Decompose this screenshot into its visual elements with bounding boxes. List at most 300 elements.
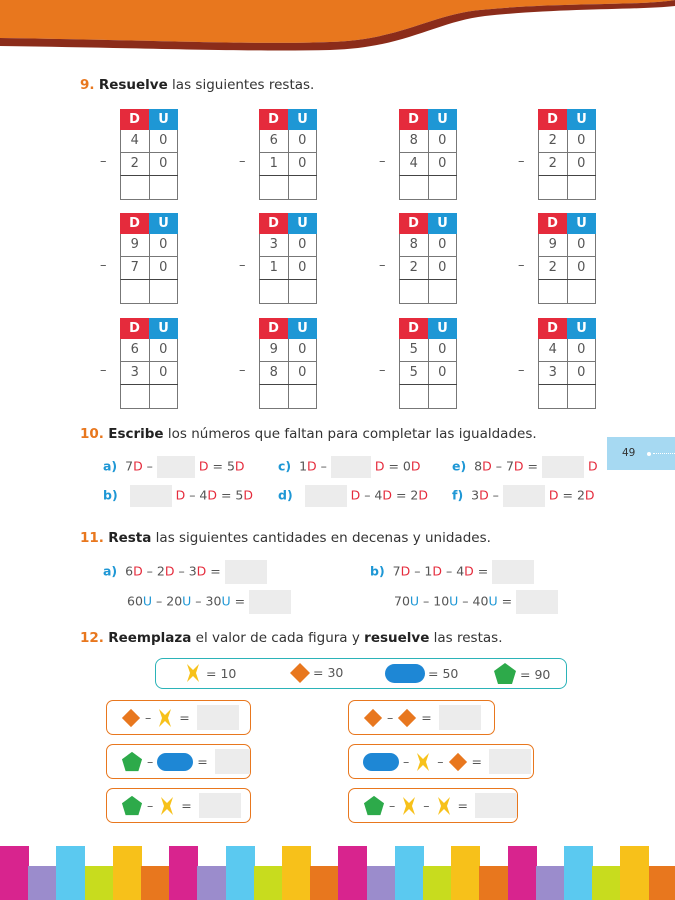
q10-f-unit3: D [584, 487, 595, 503]
answer-units[interactable] [150, 385, 179, 408]
subtraction-table [538, 213, 596, 304]
minus-sign: – [147, 798, 154, 813]
q10-b-label: b) [103, 487, 118, 503]
q10-e-unit3: D [587, 458, 598, 474]
q10-a [103, 456, 245, 478]
q12-legend [155, 658, 567, 689]
answer-blank[interactable] [475, 793, 517, 818]
q11-a2-eq: = [230, 593, 246, 609]
q11-b [370, 560, 534, 584]
tens-header: D [259, 109, 288, 130]
q10-e [452, 456, 598, 478]
bottom-tens: 1 [260, 153, 289, 175]
star-icon [413, 752, 433, 772]
answer-tens[interactable] [121, 176, 150, 199]
q10-e-blank[interactable] [542, 456, 584, 478]
top-banner [0, 0, 675, 55]
decorative-stripe [451, 846, 480, 900]
q11-verb: Resta [108, 530, 152, 546]
decorative-stripe [226, 846, 255, 900]
q11-a2-u1: U [142, 593, 153, 609]
q11-b-u1: D [400, 563, 411, 579]
q11-a2-m2: – [191, 593, 206, 609]
subtraction-table [120, 318, 178, 409]
tens-header: D [538, 318, 567, 339]
minus-sign: – [387, 710, 394, 725]
top-tens: 4 [121, 130, 150, 152]
units-header: U [428, 213, 457, 234]
subtraction-table [538, 109, 596, 200]
units-header: U [149, 318, 178, 339]
q10-text: los números que faltan para completar las igualdades. [163, 426, 537, 442]
decorative-stripe [423, 866, 452, 900]
units-header: U [288, 318, 317, 339]
units-header: U [567, 109, 596, 130]
q10-b [103, 485, 253, 507]
tens-header: D [120, 318, 149, 339]
answer-blank[interactable] [439, 705, 481, 730]
shape-subtraction [106, 788, 251, 823]
tens-header: D [120, 213, 149, 234]
units-header: U [149, 109, 178, 130]
bottom-tens: 2 [121, 153, 150, 175]
subtraction-table [120, 109, 178, 200]
minus-sign: – [239, 363, 246, 378]
bottom-tens: 7 [121, 257, 150, 279]
top-units: 0 [429, 339, 458, 361]
top-tens: 4 [539, 339, 568, 361]
q11-a-u1: D [133, 563, 143, 579]
answer-tens[interactable] [539, 280, 568, 303]
top-units: 0 [289, 234, 318, 256]
q11-a2-m1: – [152, 593, 167, 609]
q10-c-label: c) [278, 458, 292, 474]
equals-sign: = [471, 754, 482, 769]
shape-subtraction [106, 744, 251, 779]
star-icon [399, 796, 419, 816]
q10-a-label: a) [103, 458, 118, 474]
q11-b2-m1: – [419, 593, 434, 609]
q11-a2-u3: U [221, 593, 231, 609]
equals-sign: = [457, 798, 468, 813]
top-units: 0 [289, 339, 318, 361]
equals-sign: = [421, 710, 432, 725]
diamond-icon [448, 752, 468, 772]
legend-star-value: = 10 [206, 666, 237, 681]
pentagon-icon [121, 751, 143, 772]
star-icon [157, 796, 177, 816]
q10-c [278, 456, 421, 478]
top-units: 0 [150, 234, 179, 256]
decorative-stripe [56, 846, 85, 900]
q10-title [80, 426, 537, 442]
decorative-stripe [592, 866, 621, 900]
bottom-tens: 4 [400, 153, 429, 175]
minus-sign: – [403, 754, 410, 769]
minus-sign: – [100, 154, 107, 169]
units-header: U [567, 318, 596, 339]
q11-a-n1: 6 [125, 563, 134, 579]
q11-b-blank[interactable] [492, 560, 534, 584]
q11-title [80, 530, 491, 546]
q11-b2-n1: 70 [394, 593, 410, 609]
q10-number: 10. [80, 426, 104, 442]
top-units: 0 [289, 130, 318, 152]
answer-units[interactable] [568, 176, 597, 199]
answer-tens[interactable] [260, 385, 289, 408]
q10-c-blank[interactable] [331, 456, 371, 478]
q11-b2-u1: U [409, 593, 420, 609]
answer-blank[interactable] [199, 793, 241, 818]
diamond-icon [289, 662, 311, 684]
top-units: 0 [429, 130, 458, 152]
q9-verb: Resuelve [98, 77, 168, 93]
q11-b2-eq: = [497, 593, 513, 609]
q10-a-blank[interactable] [157, 456, 195, 478]
decorative-stripe [649, 866, 675, 900]
answer-tens[interactable] [121, 385, 150, 408]
equals-sign: = [181, 798, 192, 813]
decorative-stripe [395, 846, 424, 900]
answer-tens[interactable] [400, 176, 429, 199]
q11-a-u2: D [164, 563, 175, 579]
top-tens: 9 [121, 234, 150, 256]
decorative-stripe [0, 846, 29, 900]
decorative-stripe [310, 866, 339, 900]
q11-b-eq: = [473, 563, 489, 579]
decorative-stripe [479, 866, 508, 900]
top-units: 0 [568, 234, 597, 256]
minus-sign: – [423, 798, 430, 813]
minus-sign: – [239, 258, 246, 273]
q10-verb: Escribe [108, 426, 164, 442]
legend-pentagon-value: = 90 [520, 667, 551, 682]
units-header: U [428, 109, 457, 130]
answer-blank[interactable] [197, 705, 239, 730]
q10-e-unit2: D [513, 458, 524, 474]
answer-blank[interactable] [489, 749, 531, 774]
q11-a2-blank[interactable] [249, 590, 291, 614]
q11-b-m1: – [410, 563, 425, 579]
q11-a2-n1: 60 [127, 593, 143, 609]
top-tens: 6 [121, 339, 150, 361]
diamond-icon [397, 708, 417, 728]
bottom-units: 0 [568, 153, 597, 175]
tens-header: D [399, 318, 428, 339]
top-units: 0 [429, 234, 458, 256]
top-tens: 3 [260, 234, 289, 256]
minus-sign: – [379, 258, 386, 273]
minus-sign: – [518, 363, 525, 378]
diamond-icon [363, 708, 383, 728]
q11-b-u3: D [464, 563, 474, 579]
tens-header: D [120, 109, 149, 130]
subtraction-table [538, 318, 596, 409]
oval-icon [157, 753, 193, 771]
bottom-tens: 2 [539, 257, 568, 279]
q11-a-u3: D [196, 563, 207, 579]
units-header: U [288, 213, 317, 234]
bottom-tens: 8 [260, 362, 289, 384]
q10-d-unit1: D [350, 487, 361, 503]
shape-subtraction [348, 788, 518, 823]
units-header: U [149, 213, 178, 234]
top-tens: 2 [539, 130, 568, 152]
q10-d [278, 485, 428, 507]
minus-sign: – [100, 363, 107, 378]
answer-units[interactable] [289, 280, 318, 303]
q12-verb1: Reemplaza [108, 630, 192, 646]
top-tens: 8 [400, 130, 429, 152]
top-tens: 9 [539, 234, 568, 256]
q11-b-n1: 7 [392, 563, 401, 579]
q10-f-term1: 3 [471, 487, 480, 503]
bottom-tens: 1 [260, 257, 289, 279]
q10-a-minus: – [142, 458, 157, 474]
page-tab-line [653, 453, 675, 454]
top-tens: 6 [260, 130, 289, 152]
q12-verb2: resuelve [364, 630, 430, 646]
q10-d-unit2: D [382, 487, 393, 503]
q10-d-unit3: D [418, 487, 429, 503]
q10-b-blank[interactable] [130, 485, 172, 507]
units-header: U [428, 318, 457, 339]
page-number: 49 [622, 447, 636, 459]
q10-f-unit2: D [548, 487, 559, 503]
answer-units[interactable] [289, 385, 318, 408]
q11-b-u2: D [432, 563, 443, 579]
shape-subtraction [348, 744, 534, 779]
q12-number: 12. [80, 630, 104, 646]
q10-c-minus: – [316, 458, 331, 474]
equals-sign: = [197, 754, 208, 769]
q10-b-unit2: D [207, 487, 218, 503]
answer-units[interactable] [568, 280, 597, 303]
answer-tens[interactable] [260, 280, 289, 303]
top-units: 0 [150, 339, 179, 361]
bottom-units: 0 [429, 153, 458, 175]
q9-number: 9. [80, 77, 95, 93]
pentagon-icon [493, 662, 517, 685]
oval-icon [363, 753, 399, 771]
minus-sign: – [518, 154, 525, 169]
answer-units[interactable] [429, 280, 458, 303]
q10-d-blank[interactable] [305, 485, 347, 507]
bottom-units: 0 [150, 153, 179, 175]
legend-oval-value: = 50 [428, 666, 459, 681]
answer-tens[interactable] [539, 176, 568, 199]
bottom-units: 0 [289, 153, 318, 175]
diamond-icon [121, 708, 141, 728]
shape-subtraction [348, 700, 495, 735]
bottom-tens: 2 [539, 153, 568, 175]
q11-a2-n3: 30 [205, 593, 222, 609]
top-units: 0 [150, 130, 179, 152]
q11-number: 11. [80, 530, 104, 546]
minus-sign: – [147, 754, 154, 769]
tens-header: D [259, 318, 288, 339]
q11-a-m1: – [142, 563, 157, 579]
q10-f-minus: – [488, 487, 503, 503]
q10-f-unit1: D [479, 487, 489, 503]
top-units: 0 [568, 339, 597, 361]
q12-title [80, 630, 502, 646]
tens-header: D [538, 109, 567, 130]
q11-text: las siguientes cantidades en decenas y unidades. [151, 530, 491, 546]
equals-sign: = [179, 710, 190, 725]
q10-a-unit3: D [234, 458, 245, 474]
q10-f [452, 485, 595, 507]
q10-b-result: = 5 [217, 487, 244, 503]
answer-blank[interactable] [215, 749, 250, 774]
q10-f-blank[interactable] [503, 485, 545, 507]
tens-header: D [259, 213, 288, 234]
tens-header: D [538, 213, 567, 234]
pentagon-icon [121, 795, 143, 816]
q10-e-equals: = [523, 458, 542, 474]
q11-a-m2: – [174, 563, 189, 579]
minus-sign: – [239, 154, 246, 169]
top-tens: 8 [400, 234, 429, 256]
decorative-stripe [113, 846, 142, 900]
answer-tens[interactable] [260, 176, 289, 199]
answer-tens[interactable] [121, 280, 150, 303]
q11-a-eq: = [206, 563, 221, 579]
q10-c-unit2: D [374, 458, 385, 474]
answer-units[interactable] [429, 176, 458, 199]
bottom-units: 0 [150, 362, 179, 384]
answer-units[interactable] [568, 385, 597, 408]
q11-b2-blank[interactable] [516, 590, 558, 614]
subtraction-table [120, 213, 178, 304]
bottom-tens: 2 [400, 257, 429, 279]
q10-d-label: d) [278, 487, 293, 503]
answer-units[interactable] [289, 176, 318, 199]
top-tens: 5 [400, 339, 429, 361]
decorative-stripe [536, 866, 565, 900]
q11-b-n2: 1 [424, 563, 433, 579]
q11-a-blank[interactable] [225, 560, 267, 584]
bottom-units: 0 [150, 257, 179, 279]
q10-c-unit3: D [410, 458, 421, 474]
q10-d-term2: – 4 [360, 487, 383, 503]
bottom-units: 0 [289, 362, 318, 384]
bottom-units: 0 [568, 362, 597, 384]
q10-e-unit1: D [482, 458, 492, 474]
decorative-stripe [620, 846, 649, 900]
q11-a2-u2: U [182, 593, 192, 609]
decorative-stripe [254, 866, 283, 900]
q11-b-label: b) [370, 563, 385, 579]
decorative-stripe [141, 866, 170, 900]
legend-diamond-value: = 30 [313, 665, 344, 680]
q10-e-term2: – 7 [491, 458, 514, 474]
oval-icon [385, 664, 425, 683]
q11-b2 [394, 590, 558, 614]
q10-b-unit1: D [175, 487, 186, 503]
q10-e-label: e) [452, 458, 467, 474]
q10-e-term1: 8 [474, 458, 483, 474]
decorative-stripe [338, 846, 367, 900]
q10-b-unit3: D [243, 487, 254, 503]
q9-title [80, 77, 314, 93]
q10-f-label: f) [452, 487, 464, 503]
q10-c-result: = 0 [384, 458, 411, 474]
tens-header: D [399, 109, 428, 130]
decorative-stripe [85, 866, 114, 900]
q10-f-result: = 2 [558, 487, 585, 503]
minus-sign: – [518, 258, 525, 273]
q11-b-m2: – [442, 563, 457, 579]
decorative-stripe [28, 866, 57, 900]
minus-sign: – [389, 798, 396, 813]
answer-units[interactable] [150, 176, 179, 199]
q11-a2-n2: 20 [166, 593, 183, 609]
units-header: U [567, 213, 596, 234]
bottom-units: 0 [568, 257, 597, 279]
q10-a-term1: 7 [125, 458, 134, 474]
bottom-tens: 3 [539, 362, 568, 384]
q9-text: las siguientes restas. [167, 77, 315, 93]
q11-b2-n2: 10 [433, 593, 450, 609]
top-units: 0 [568, 130, 597, 152]
q11-b2-m2: – [458, 593, 473, 609]
decorative-stripe [169, 846, 198, 900]
q11-a-n3: 3 [188, 563, 197, 579]
q10-d-result: = 2 [392, 487, 419, 503]
bottom-tens: 3 [121, 362, 150, 384]
q10-a-unit2: D [198, 458, 209, 474]
minus-sign: – [145, 710, 152, 725]
page-tab-dot [647, 452, 651, 456]
decorative-stripe [564, 846, 593, 900]
q11-b2-n3: 40 [472, 593, 489, 609]
shape-subtraction [106, 700, 251, 735]
star-icon [155, 708, 175, 728]
q10-c-unit1: D [307, 458, 317, 474]
subtraction-table [399, 213, 457, 304]
q10-b-term2: – 4 [185, 487, 208, 503]
q12-text-mid: el valor de cada figura y [191, 630, 365, 646]
q12-text-end: las restas. [429, 630, 503, 646]
page-tab [607, 437, 675, 470]
subtraction-table [259, 213, 317, 304]
q10-a-unit1: D [133, 458, 143, 474]
units-header: U [288, 109, 317, 130]
answer-tens[interactable] [400, 385, 429, 408]
bottom-units: 0 [289, 257, 318, 279]
answer-tens[interactable] [400, 280, 429, 303]
answer-tens[interactable] [539, 385, 568, 408]
star-icon [434, 796, 454, 816]
star-icon [183, 663, 203, 683]
q10-a-result: = 5 [208, 458, 235, 474]
minus-sign: – [379, 154, 386, 169]
minus-sign: – [379, 363, 386, 378]
answer-units[interactable] [150, 280, 179, 303]
minus-sign: – [437, 754, 444, 769]
q11-a2 [127, 590, 291, 614]
bottom-tens: 5 [400, 362, 429, 384]
subtraction-table [259, 109, 317, 200]
bottom-units: 0 [429, 257, 458, 279]
q11-a [103, 560, 267, 584]
pentagon-icon [363, 795, 385, 816]
bottom-units: 0 [429, 362, 458, 384]
q10-c-term1: 1 [299, 458, 308, 474]
answer-units[interactable] [429, 385, 458, 408]
decorative-stripe [508, 846, 537, 900]
